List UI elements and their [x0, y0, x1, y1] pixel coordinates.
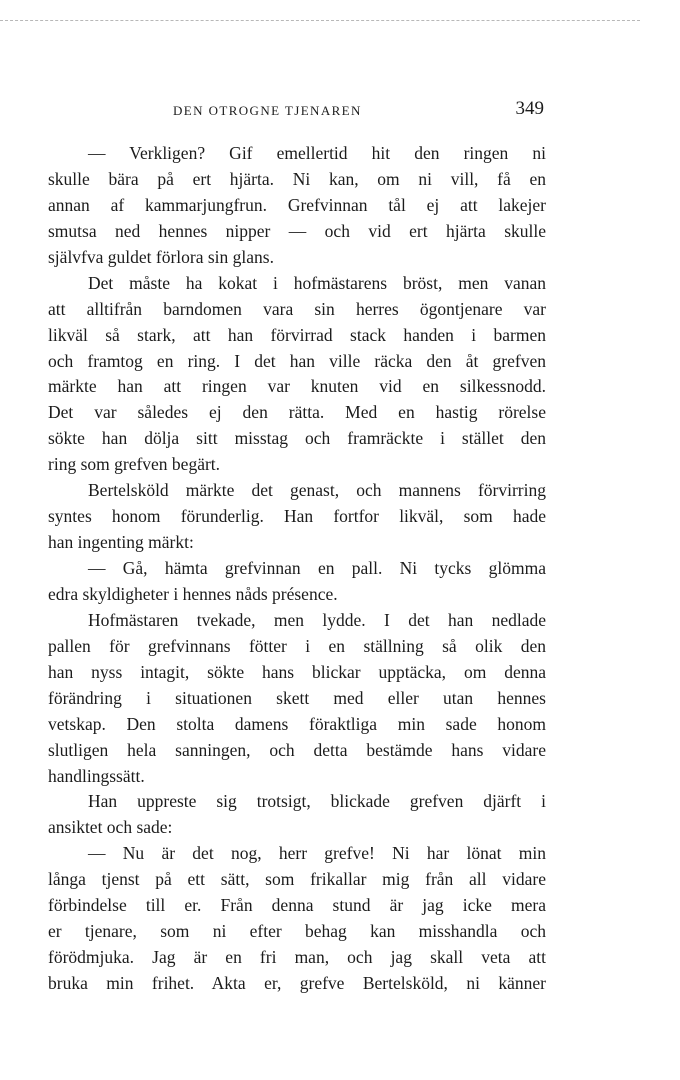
- text-line: ring som grefven begärt.: [48, 454, 221, 475]
- text-line: er tjenare, som ni efter behag kan misshandla och: [48, 921, 546, 942]
- running-title: DEN OTROGNE TJENAREN: [173, 103, 362, 118]
- body-text: [48, 141, 546, 997]
- text-line: förbindelse till er. Från denna stund är jag icke mera: [48, 895, 546, 916]
- text-line: pallen för grefvinnans fötter i en ställning så olik den: [48, 635, 546, 656]
- text-line: vetskap. Den stolta damens föraktliga min sade honom: [48, 713, 546, 734]
- text-line: edra skyldigheter i hennes nåds présence.: [48, 583, 338, 604]
- text-line: att alltifrån barndomen vara sin herres ögontjenare var: [48, 298, 546, 319]
- text-line: ansiktet och sade:: [48, 817, 173, 838]
- text-line: skulle bära på ert hjärta. Ni kan, om ni vill, få en: [48, 168, 546, 189]
- text-line: — Verkligen? Gif emellertid hit den ringen ni: [88, 143, 546, 163]
- text-line: han nyss intagit, sökte hans blickar upptäcka, om denna: [48, 661, 546, 682]
- text-line: smutsa ned hennes nipper — och vid ert hjärta skulle: [48, 220, 546, 241]
- text-line: Han uppreste sig trotsigt, blickade grefven djärft i: [88, 791, 546, 812]
- top-edge-rule: [0, 20, 640, 21]
- text-line: bruka min frihet. Akta er, grefve Bertelsköld, ni känner: [48, 973, 546, 993]
- text-line: — Gå, hämta grefvinnan en pall. Ni tycks glömma: [88, 558, 546, 578]
- running-head: [48, 100, 548, 124]
- text-line: sökte han dölja sitt misstag och framräckte i stället den: [48, 428, 546, 449]
- text-line: likväl så stark, att han förvirrad stack handen i barmen: [48, 324, 546, 345]
- text-line: Bertelsköld märkte det genast, och mannens förvirring: [88, 480, 546, 501]
- text-line: långa tjenst på ett sätt, som frikallar mig från all vidare: [48, 869, 546, 890]
- text-line: Det var således ej den rätta. Med en hastig rörelse: [48, 402, 546, 423]
- text-line: självfva guldet förlora sin glans.: [48, 246, 274, 267]
- text-line: handlingssätt.: [48, 765, 145, 786]
- text-line: förödmjuka. Jag är en fri man, och jag skall veta att: [48, 947, 546, 968]
- text-line: syntes honom förunderlig. Han fortfor likväl, som hade: [48, 506, 546, 527]
- text-line: — Nu är det nog, herr grefve! Ni har lönat min: [88, 843, 546, 864]
- text-line: Hofmästaren tvekade, men lydde. I det han nedlade: [88, 609, 546, 630]
- text-line: och framtog en ring. I det han ville räcka den åt grefven: [48, 350, 546, 371]
- text-line: förändring i situationen skett med eller utan hennes: [48, 687, 546, 708]
- text-line: slutligen hela sanningen, och detta bestämde hans vidare: [48, 739, 546, 760]
- text-line: han ingenting märkt:: [48, 532, 194, 553]
- text-line: Det måste ha kokat i hofmästarens bröst, men vanan: [88, 272, 546, 293]
- text-line: märkte han att ringen var knuten vid en silkessnodd.: [48, 376, 546, 397]
- page-number: 349: [515, 98, 544, 119]
- text-line: annan af kammarjungfrun. Grefvinnan tål ej att lakejer: [48, 194, 546, 215]
